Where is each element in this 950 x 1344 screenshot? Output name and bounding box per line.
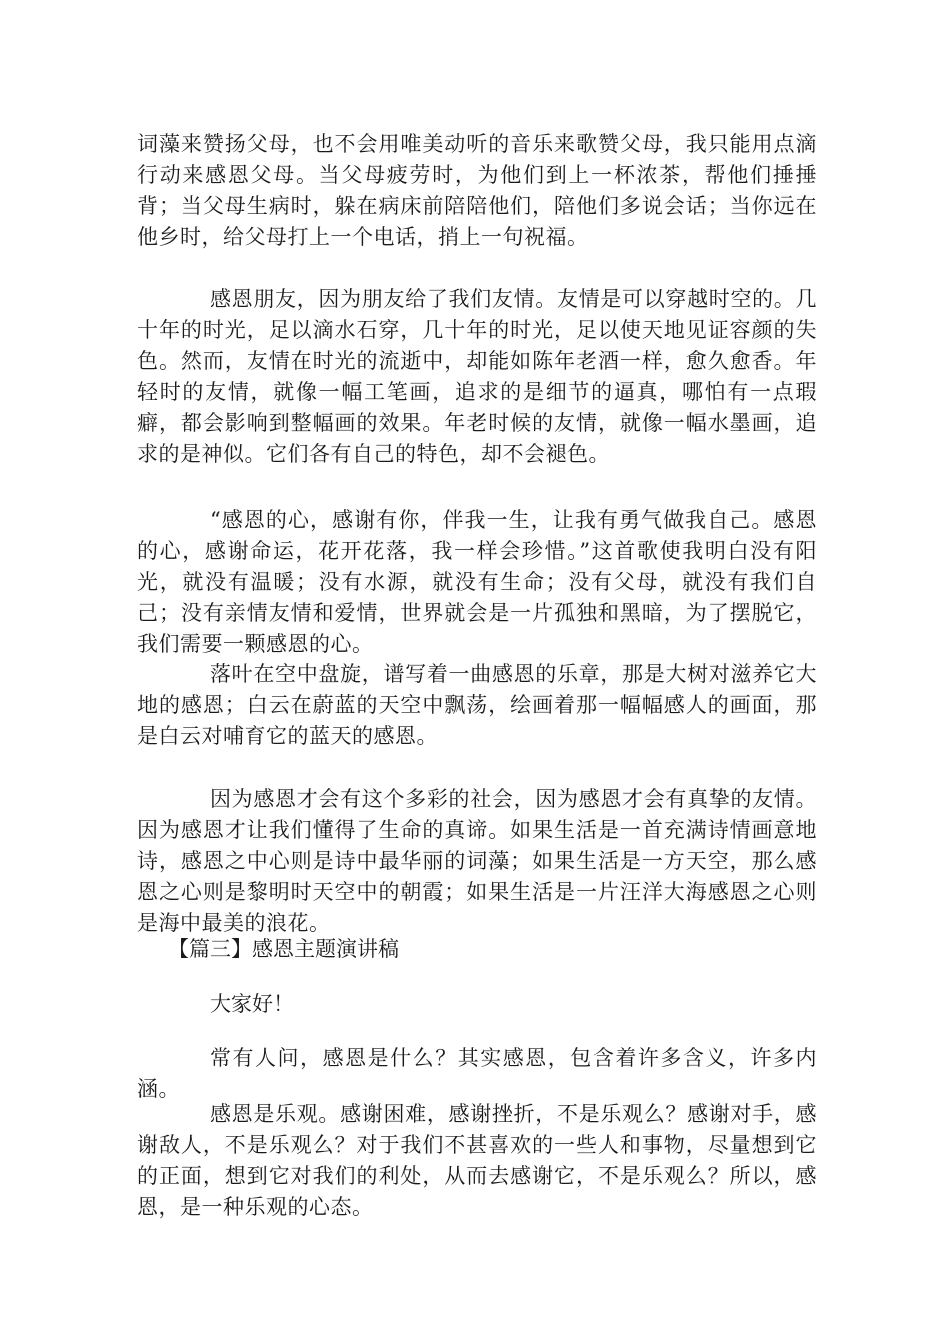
section-heading: 【篇三】感恩主题演讲稿 (168, 937, 399, 961)
paragraph-song-quote: “感恩的心，感谢有你，伴我一生，让我有勇气做我自己。感恩的心，感谢命运，花开花落，我一样会珍惜。”这首歌使我明白没有阳光，就没有温暖；没有水源，就没有生命；没有父母，就没有我们自己；没有亲情友情和爱情，世界就会是一片孤独和黑暗，为了摆脱它，我们需要一颗感恩的心。 (137, 508, 817, 656)
paragraph-what-is-gratitude: 常有人问，感恩是什么？其实感恩，包含着许多含义，许多内涵。 (137, 1046, 817, 1101)
paragraph-leaves-clouds: 落叶在空中盘旋，谱写着一曲感恩的乐章，那是大树对滋养它大地的感恩；白云在蔚蓝的天空中飘荡，绘画着那一幅幅感人的画面，那是白云对哺育它的蓝天的感恩。 (137, 662, 817, 748)
paragraph-gratitude-optimism: 感恩是乐观。感谢困难，感谢挫折，不是乐观么？感谢对手，感谢敌人，不是乐观么？对于我们不甚喜欢的一些人和事物，尽量想到它的正面，想到它对我们的利处，从而去感谢它，不是乐观么？所以，感恩，是一种乐观的心态。 (137, 1102, 817, 1219)
greeting: 大家好！ (210, 992, 294, 1016)
paragraph-because-gratitude: 因为感恩才会有这个多彩的社会，因为感恩才会有真挚的友情。因为感恩才让我们懂得了生命的真谛。如果生活是一首充满诗情画意地诗，感恩之中心则是诗中最华丽的词藻；如果生活是一方天空，那么感恩之心则是黎明时天空中的朝霞；如果生活是一片汪洋大海感恩之心则是海中最美的浪花。 (137, 787, 817, 935)
paragraph-gratitude-friends: 感恩朋友，因为朋友给了我们友情。友情是可以穿越时空的。几十年的时光，足以滴水石穿，几十年的时光，足以使天地见证容颜的失色。然而，友情在时光的流逝中，却能如陈年老酒一样，愈久愈香。年轻时的友情，就像一幅工笔画，追求的是细节的逼真，哪怕有一点瑕癖，都会影响到整幅画的效果。年老时候的友情，就像一幅水墨画，追求的是神似。它们各有自己的特色，却不会褪色。 (137, 287, 817, 466)
paragraph-gratitude-parents: 词藻来赞扬父母，也不会用唯美动听的音乐来歌赞父母，我只能用点滴行动来感恩父母。当父母疲劳时，为他们到上一杯浓茶，帮他们捶捶背；当父母生病时，躲在病床前陪陪他们，陪他们多说会话；当你远在他乡时，给父母打上一个电话，捎上一句祝福。 (137, 132, 817, 249)
